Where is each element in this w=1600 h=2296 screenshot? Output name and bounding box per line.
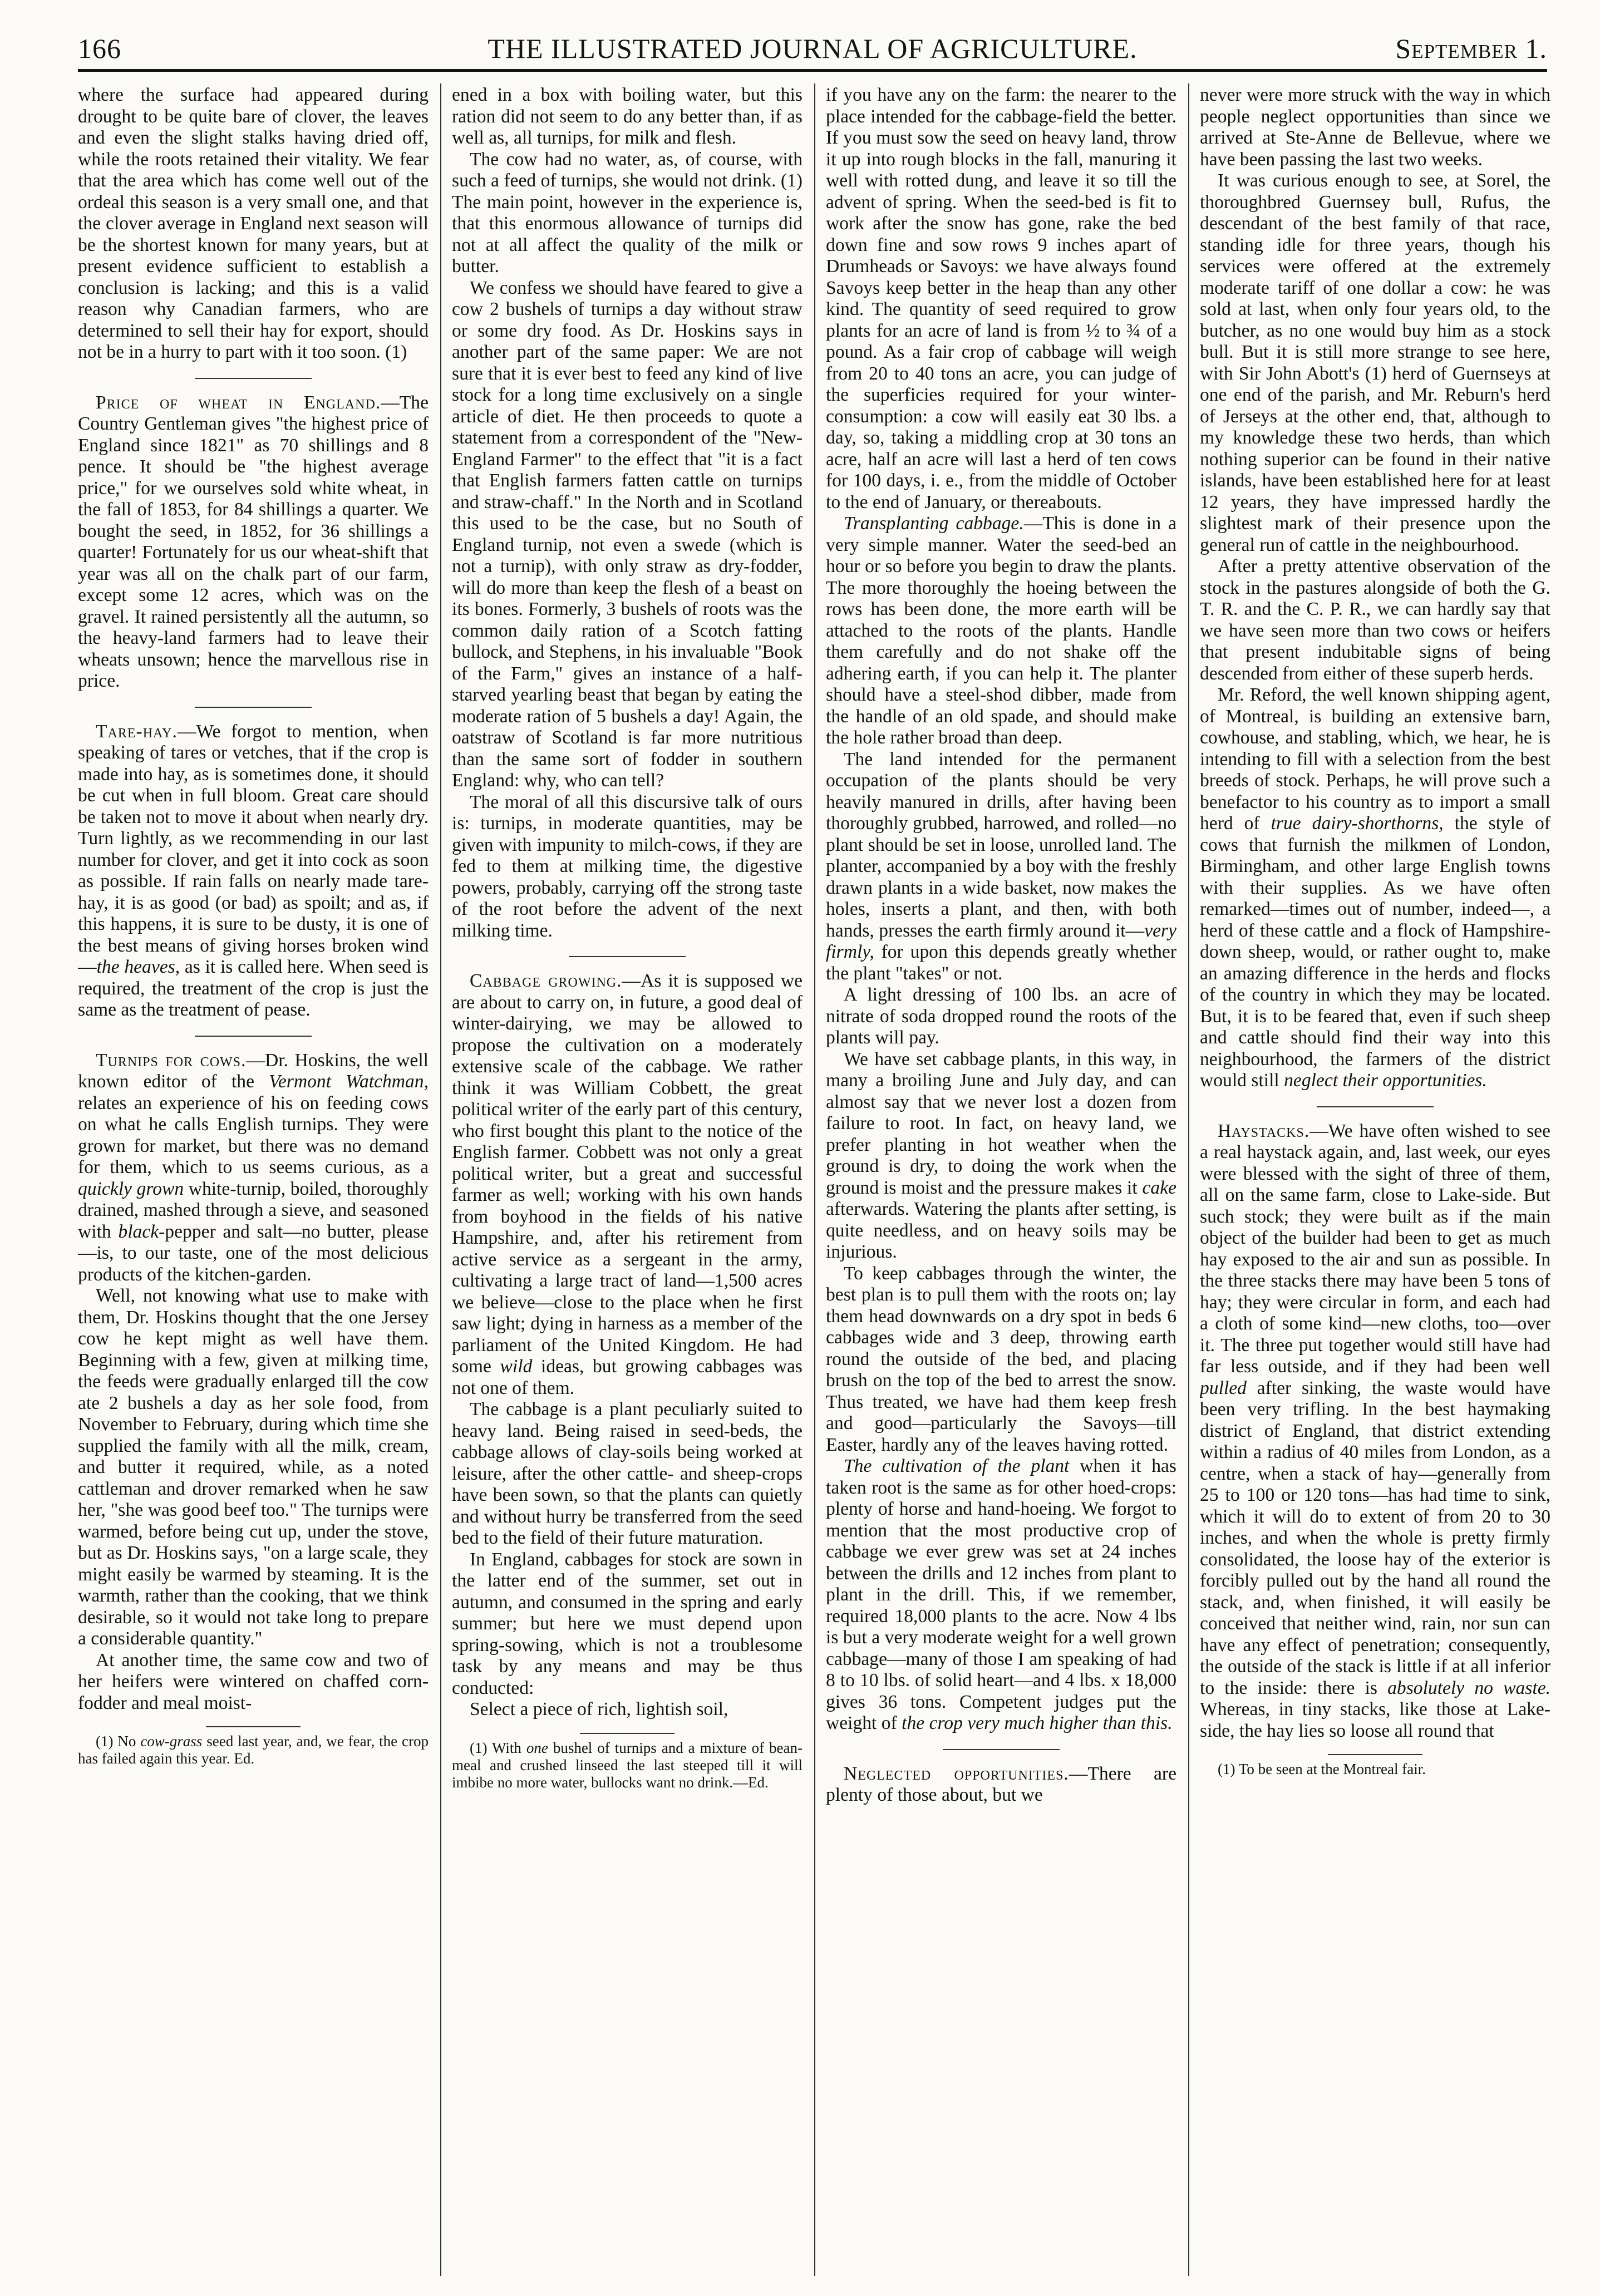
column-3 <box>826 85 1176 2277</box>
paragraph: Select a piece of rich, lightish soil, <box>470 1699 728 1719</box>
article-neglected-opportunities: Neglected opportunities.—There are plenty of those about, but we <box>826 1763 1176 1805</box>
column-divider <box>1188 83 1189 2276</box>
issue-date: September 1. <box>1395 33 1547 64</box>
article-kicker: Tare-hay. <box>96 721 178 742</box>
paragraph: In England, cabbages for stock are sown in the latter end of the summer, set out in autumn, and consumed in the spring and early summer; but here we must depend upon spring-sowing, which is not a troublesome task by any means and may be thus conducted: <box>452 1549 803 1698</box>
footnote-rule <box>580 1733 675 1734</box>
footnote: (1) With one bushel of turnips and a mixture of bean-meal and crushed linseed the last steeped till it will imbibe no more water, bullocks want no drink.—Ed. <box>452 1739 803 1791</box>
footnote-rule <box>1328 1754 1422 1755</box>
paragraph: At another time, the same cow and two of her heifers were wintered on chaffed corn-fodder and meal moist- <box>78 1649 429 1713</box>
paragraph: It was curious enough to see, at Sorel, the thoroughbred Guernsey bull, Rufus, the descendant of the best family of that race, standing idle for three years, though his services were offered at the extremely moderate tariff of one dollar a cow: he was sold at last, when only four years old, to the butcher, as no one would buy him as a stock bull. But it is still more strange to see here, with Sir John Abott's (1) herd of Guernseys at one end of the parish, and Mr. Reburn's herd of Jerseys at the other end, that, although to my knowledge these two herds, than which nothing superior can be found in their native islands, have been established here for at least 12 years, they have impressed hardly the slightest mark of their presence upon the general run of cattle in the neighbourhood. <box>1200 170 1550 555</box>
article-kicker: Neglected opportunities. <box>844 1763 1069 1784</box>
paragraph: We confess we should have feared to give a cow 2 bushels of turnips a day without straw or some dry food. As Dr. Hoskins says in another part of the same paper: We are not sure that it is ever best to feed any kind of live stock for a long time exclusively on a single article of diet. He then proceeds to quote a statement from a correspondent of the "New-England Farmer" to the effect that "it is a fact that English farmers fatten cattle on turnips and straw-chaff." In the North and in Scotland this used to be the case, but no South of England turnip, not even a swede (which is not a turnip), with only straw as dry-fodder, will do more than keep the flesh of a beast on its bones. Formerly, 3 bushels of roots was the common daily ration of a Scotch fatting bullock, and Stephens, in his invaluable "Book of the Farm," gives an instance of a half-starved yearling beast that began by eating the moderate ration of 5 bushels a day! Again, the oatstraw of Scotland is far more nutritious than the same sort of fodder in southern England: why, who can tell? <box>452 277 803 791</box>
paragraph: Transplanting cabbage.—This is done in a very simple manner. Water the seed-bed an hour or so before you begin to draw the plants. The more thoroughly the hoeing between the rows has been done, the more earth will be attached to the roots of the plants. Handle them carefully and do not shake off the adhering earth, if you can help it. The planter should have a steel-shod dibber, made from the handle of an old spade, and should make the hole rather broad than deep. <box>826 513 1176 748</box>
paragraph: The land intended for the permanent occupation of the plants should be very heavily manured in drills, after having been thoroughly grubbed, harrowed, and rolled—no plant should be set in loose, unrolled land. The planter, accompanied by a boy with the freshly drawn plants in a wide basket, now makes the holes, inserts a plant, and then, with both hands, presses the earth firmly around it—very firmly, for upon this depends greatly whether the plant "takes" or not. <box>826 748 1176 984</box>
article-turnips-for-cows: Turnips for cows.—Dr. Hoskins, the well known editor of the Vermont Watchman, relates an experience of his on feeding cows on what he calls English turnips. They were grown for market, but there was no demand for them, which to us seems curious, as a quickly grown white-turnip, boiled, thoroughly drained, mashed through a sieve, and seasoned with black-pepper and salt—no butter, please—is, to our taste, one of the most delicious products of the kitchen-garden. <box>78 1050 429 1285</box>
column-divider <box>814 83 815 2276</box>
paragraph: After a pretty attentive observation of the stock in the pastures alongside of both the G. T. R. and the C. P. R., we can hardly say that we have seen more than two cows or heifers that present indubitable signs of being descended from either of these superb herds. <box>1200 556 1550 684</box>
article-kicker: Turnips for cows. <box>96 1050 247 1071</box>
column-2 <box>452 85 803 2277</box>
section-rule <box>1317 1106 1434 1107</box>
paragraph: To keep cabbages through the winter, the best plan is to pull them with the roots on; lay them head downwards on a dry spot in beds 6 cabbages wide and 3 deep, throwing earth round the outside of the bed, and placing brush on the top of the bed to arrest the snow. Thus treated, we have had them keep fresh and good—particularly the Savoys—till Easter, hardly any of the leaves having rotted. <box>826 1263 1176 1455</box>
footnote: (1) No cow-grass seed last year, and, we fear, the crop has failed again this year. Ed. <box>78 1733 429 1767</box>
article-kicker: Cabbage growing. <box>470 970 622 991</box>
paragraph: The cultivation of the plant when it has taken root is the same as for other hoed-crops: plenty of horse and hand-hoeing. We forgot to mention that the most productive crop of cabbage we ever grew was set at 24 inches between the drills and 12 inches from plant to plant in the drill. This, if we remember, required 18,000 plants to the acre. Now 4 lbs is but a very moderate weight for a well grown cabbage—many of those I am speaking of had 8 to 10 lbs. of solid heart—and 4 lbs. x 18,000 gives 36 tons. Competent judges put the weight of the crop very much higher than this. <box>826 1456 1176 1733</box>
article-cabbage-growing: Cabbage growing.—As it is supposed we are about to carry on, in future, a good deal of winter-dairying, we may be allowed to propose the cultivation on a moderately extensive scale of the cabbage. We rather think it was William Cobbett, the great political writer of the early part of this century, who first bought this plant to the notice of the English farmer. Cobbett was not only a great political writer, but a great and successful farmer as well; working with his own hands from boyhood in the fields of his native Hampshire, and, after his retirement from active service as a sergeant in the army, cultivating a large tract of land—1,500 acres we believe—close to the place when he first saw light; dying in harness as a member of the parliament of the United Kingdom. He had some wild ideas, but growing cabbages was not one of them. <box>452 970 803 1398</box>
article-kicker: Haystacks. <box>1218 1120 1310 1141</box>
column-1 <box>78 85 429 2277</box>
article-kicker: Price of wheat in England. <box>96 392 381 413</box>
paragraph: The moral of all this discursive talk of ours is: turnips, in moderate quantities, may be given with impunity to milch-cows, if they are fed to them at milking time, the digestive powers, probably, carrying off the strong taste of the root before the advent of the next milking time. <box>452 791 803 941</box>
page-number: 166 <box>78 33 121 64</box>
article-haystacks: Haystacks.—We have often wished to see a real haystack again, and, last week, our eyes were blessed with the sight of three of them, all on the same farm, close to Lake-side. But such stock; they were built as if the main object of the builder had been to get as much hay exposed to the air and sun as possible. In the three stacks there may have been 5 tons of hay; they were circular in form, and each had a cloth of some kind—new cloths, too—over it. The three put together would still have had far less outside, and if they had been well pulled after sinking, the waste would have been very trifling. In the best haymaking district of England, that district extending within a radius of 40 miles from London, as a centre, when a stack of hay—generally from 25 to 100 or 120 tons—has had time to sink, which it will do to extent of from 20 to 30 inches, and when the whole is pretty firmly consolidated, the loose hay of the exterior is forcibly pulled out by the hand all round the stack, and, when finished, it will easily be conceived that neither wind, rain, nor sun can have any effect of penetration; consequently, the outside of the stack is little if at all inferior to the inside: there is absolutely no waste. Whereas, in tiny stacks, like those at Lake-side, the hay lies so loose all round that <box>1200 1120 1550 1741</box>
paragraph: where the surface had appeared during drought to be quite bare of clover, the leaves and even the slight stalks having dried off, while the roots retained their vitality. We fear that the area which has come well out of the ordeal this season is a very small one, and that the clover average in England next season will be the shortest known for many years, but at present evidence sufficient to establish a conclusion is lacking; and this is a valid reason why Canadian farmers, who are determined to sell their hay for export, should not be in a hurry to part with it too soon. (1) <box>78 85 429 362</box>
paragraph: A light dressing of 100 lbs. an acre of nitrate of soda dropped round the roots of the plants will pay. <box>826 984 1176 1048</box>
column-divider <box>440 83 441 2276</box>
section-rule <box>195 378 312 379</box>
paragraph: Mr. Reford, the well known shipping agent, of Montreal, is building an extensive barn, cowhouse, and stabling, which, we hear, he is intending to fill with a selection from the best breeds of stock. Perhaps, he will prove such a benefactor to his country as to import a small herd of true dairy-shorthorns, the style of cows that furnish the milkmen of London, Birmingham, and other large English towns with their supplies. As we have often remarked—times out of number, indeed—, a herd of these cattle and a flock of Hampshire-down sheep, would, or rather ought to, make an amazing difference in the herds and flocks of the country in which they may be located. But, it is to be feared that, even if such sheep and cattle should find their way into this neighbourhood, the farmers of the district would still neglect their opportunities. <box>1200 684 1550 1091</box>
paragraph: We have set cabbage plants, in this way, in many a broiling June and July day, and can almost say that we never lost a dozen from failure to root. In fact, on heavy land, we prefer planting in hot weather when the ground is dry, to doing the work when the ground is moist and the pressure makes it cake afterwards. Watering the plants after setting, is quite needless, and on heavy soils may be injurious. <box>826 1048 1176 1262</box>
column-4 <box>1200 85 1550 2277</box>
article-price-of-wheat: Price of wheat in England.—The Country Gentleman gives "the highest price of England since 1821" as 70 shillings and 8 pence. It should be "the highest average price," for we ourselves sold white wheat, in the fall of 1853, for 84 shillings a quarter. We bought the seed, in 1852, for 36 shillings a quarter! Fortunately for us our wheat-shift that year was all on the chalk part of our farm, except some 12 acres, which was on the gravel. It rained persistently all the autumn, so the heavy-land farmers had to leave their wheats unsown; hence the marvellous rise in price. <box>78 392 429 691</box>
paragraph: Well, not knowing what use to make with them, Dr. Hoskins thought that the one Jersey cow he kept might as well have them. Beginning with a few, given at milking time, the feeds were gradually enlarged till the cow ate 2 bushels a day as her sole food, from November to February, during which time she supplied the family with all the milk, cream, and butter it required, while, as a noted cattleman and drover remarked when he saw her, "she was good beef too." The turnips were warmed, before being cut up, under the stove, but as Dr. Hoskins says, "on a large scale, they might easily be warmed by steaming. It is the warmth, rather than the cooking, that we think desirable, so it would not take long to prepare a considerable quantity." <box>78 1285 429 1649</box>
paragraph: ened in a box with boiling water, but this ration did not seem to do any better than, if as well as, all turnips, for milk and flesh. <box>452 85 803 148</box>
article-tare-hay: Tare-hay.—We forgot to mention, when speaking of tares or vetches, that if the crop is made into hay, as is sometimes done, it should be cut when in full bloom. Great care should be taken not to move it about when nearly dry. Turn lightly, as we recommending in our last number for clover, and get it into cock as soon as possible. If rain falls on nearly made tare-hay, it is as good (or bad) as spoilt; and as, if this happens, it is sure to be dusty, it is one of the best means of giving horses broken wind—the heaves, as it is called here. When seed is required, the treatment of the crop is just the same as the treatment of pease. <box>78 721 429 1020</box>
paragraph: never were more struck with the way in which people neglect opportunities than since we arrived at Ste-Anne de Bellevue, where we have been passing the last two weeks. <box>1200 85 1550 170</box>
running-head <box>78 29 1547 68</box>
paragraph: The cow had no water, as, of course, with such a feed of turnips, she would not drink. (1) The main point, however in the experience is, that this enormous allowance of turnips did not at all affect the quality of the milk or butter. <box>452 149 803 277</box>
section-rule <box>195 1036 312 1037</box>
paragraph: The cabbage is a plant peculiarly suited to heavy land. Being raised in seed-beds, the cabbage allows of clay-soils being worked at leisure, after the other cattle- and sheep-crops have been sown, so that the plants can quietly and without hurry be transferred from the seed bed to the field of their future maturation. <box>452 1399 803 1548</box>
footnote: (1) To be seen at the Montreal fair. <box>1218 1761 1426 1777</box>
header-rule <box>78 69 1547 72</box>
paragraph: if you have any on the farm: the nearer to the place intended for the cabbage-field the better. If you must sow the seed on heavy land, throw it up into rough blocks in the fall, manuring it well with rotted dung, and leave it so till the advent of spring. When the seed-bed is fit to work after the snow has gone, rake the bed down fine and sow rows 9 inches apart of Drumheads or Savoys: we have always found Savoys keep better in the heap than any other kind. The quantity of seed required to grow plants for an acre of land is from ½ to ¾ of a pound. As a fair crop of cabbage will weigh from 20 to 40 tons an acre, you can judge of the superficies required for your winter-consumption: a cow will easily eat 30 lbs. a day, so, taking a middling crop at 30 tons an acre, half an acre will last a herd of ten cows for 100 days, i. e., from the middle of October to the end of January, or thereabouts. <box>826 85 1176 513</box>
section-rule <box>943 1749 1060 1750</box>
section-rule <box>195 707 312 708</box>
footnote-rule <box>206 1726 301 1727</box>
section-rule <box>569 956 686 957</box>
journal-title: THE ILLUSTRATED JOURNAL OF AGRICULTURE. <box>488 33 1138 64</box>
